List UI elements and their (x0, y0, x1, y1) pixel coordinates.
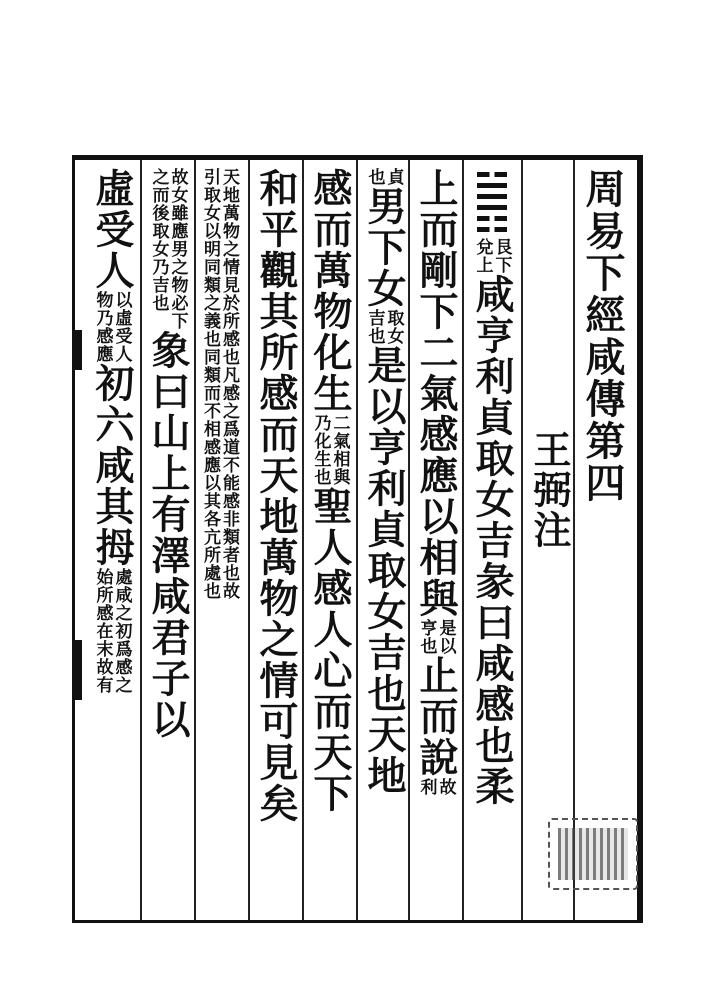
margin-mark (72, 640, 82, 700)
main-text-line: 男下女 (361, 186, 407, 309)
collector-seal (548, 818, 638, 890)
column-rule (356, 160, 358, 920)
main-text-line: 象曰山上有澤咸君子以 (145, 330, 191, 740)
column-rule (194, 160, 196, 920)
text-column-10 (89, 168, 135, 694)
annotation-line: 二氣相與 (329, 414, 350, 486)
column-rule (408, 160, 410, 920)
annotation-pair (417, 778, 455, 796)
annotation-line: 兌上 (472, 238, 493, 274)
title-column (579, 168, 626, 504)
annotation-pair (365, 309, 403, 345)
column-rule (302, 160, 304, 920)
main-text-line: 咸亨利貞取女吉彖曰咸感也柔 (469, 274, 515, 807)
main-text-line: 聖人感人心而天下 (307, 486, 353, 814)
annotation-pair (473, 238, 511, 274)
annotation-line: 也 (364, 168, 385, 186)
annotation-line: 是以 (435, 619, 456, 655)
outer-rule (637, 155, 643, 923)
text-column-5 (361, 168, 407, 796)
main-text-line: 上而剛下二氣感應以相與 (413, 168, 459, 619)
annotation-line: 取女 (383, 309, 404, 345)
main-text-line: 感而萬物化生 (307, 168, 353, 414)
annotation-pair (200, 168, 238, 600)
text-column-8 (200, 168, 238, 600)
annotation-line: 貞 (383, 168, 404, 186)
text-column-7 (253, 168, 299, 824)
annotation-line: 天地萬物之情見於所感也凡感之爲道不能感非類者也故 (219, 168, 239, 600)
annotation-line: 故 (435, 778, 456, 796)
annotation-pair (311, 414, 349, 486)
text-column-9 (145, 168, 191, 740)
annotation-line: 艮下 (491, 238, 512, 274)
annotation-line: 始所感在末故有 (92, 568, 113, 694)
annotation-line: 處咸之初爲感之 (111, 568, 132, 694)
author-credit: 王弼注 (527, 430, 572, 550)
annotation-line: 故女雖應男之物必下 (167, 168, 188, 330)
column-rule (521, 160, 523, 920)
annotation-line: 引取女以明同類之義也同類而不相感應以其各亢所處也 (200, 168, 220, 600)
column-rule (140, 160, 142, 920)
text-column-6 (307, 168, 353, 814)
main-text-line: 初六咸其拇 (89, 363, 135, 568)
margin-mark (72, 330, 82, 370)
annotation-pair (93, 568, 131, 694)
main-text-line: 止而說 (413, 655, 459, 778)
annotation-pair (93, 291, 131, 363)
text-column-3 (469, 172, 515, 807)
annotation-line: 之而後取女乃吉也 (148, 168, 169, 312)
annotation-line: 利 (416, 778, 437, 796)
main-text-line: 虛受人 (89, 168, 135, 291)
annotation-pair (365, 168, 403, 186)
annotation-line: 乃化生也 (310, 414, 331, 486)
text-column-4 (413, 168, 459, 796)
column-rule (573, 160, 575, 920)
annotation-pair (417, 619, 455, 655)
main-text-line: 和平觀其所感而天地萬物之情可見矣 (253, 168, 299, 824)
annotation-line: 以虛受人 (111, 291, 132, 363)
annotation-line: 物乃感應 (92, 291, 113, 363)
column-rule (462, 160, 464, 920)
annotation-line: 亨也 (416, 619, 437, 655)
main-text-line: 是以亨利貞取女吉也天地 (361, 345, 407, 796)
page-title: 周易下經咸傳第四 (579, 168, 626, 504)
annotation-pair (149, 168, 187, 330)
xian-hexagram-icon (477, 172, 507, 232)
annotation-line: 吉也 (364, 309, 385, 345)
column-rule (248, 160, 250, 920)
author-column (527, 430, 572, 550)
